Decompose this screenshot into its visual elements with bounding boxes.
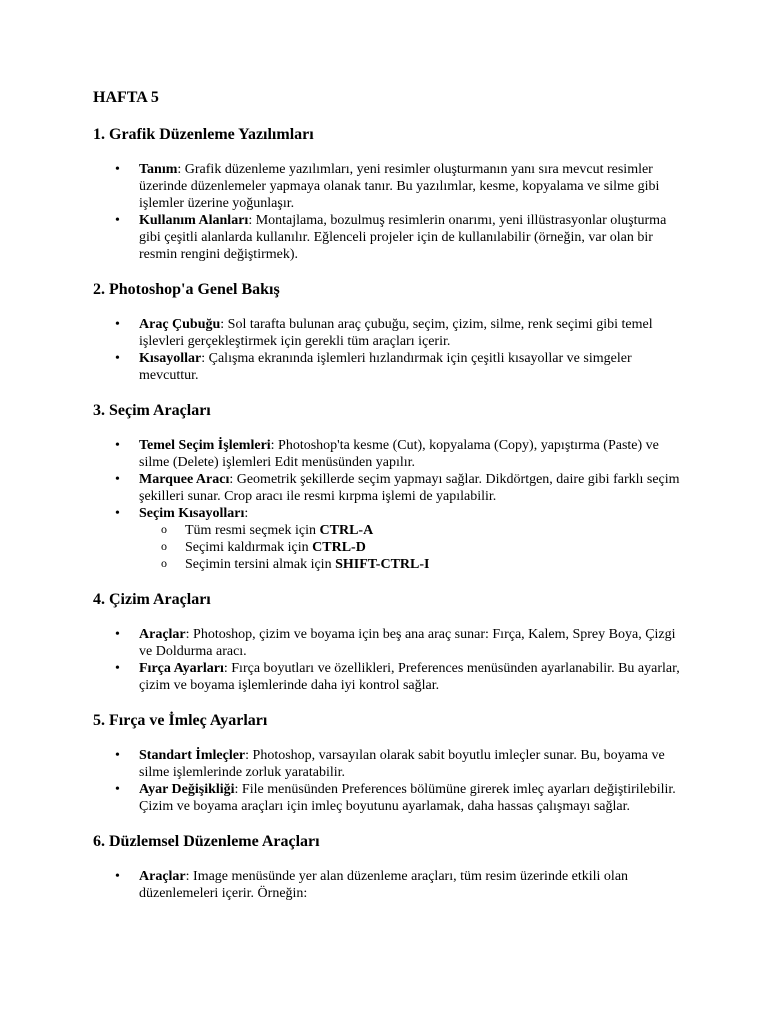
sub-list-item bbox=[185, 556, 683, 573]
item-term: Araç Çubuğu bbox=[139, 317, 221, 332]
section-heading-duzlemsel: 6. Düzlemsel Düzenleme Araçları bbox=[93, 833, 320, 850]
section-heading-secim: 3. Seçim Araçları bbox=[93, 402, 211, 419]
section-list-firca bbox=[93, 747, 683, 815]
section-list-cizim bbox=[93, 626, 683, 694]
item-term: Kısayollar bbox=[139, 351, 202, 366]
list-item bbox=[139, 781, 683, 815]
list-item bbox=[139, 350, 683, 384]
item-term: Araçlar bbox=[139, 869, 186, 884]
section-list-duzlemsel bbox=[93, 868, 683, 902]
section-heading-photoshop: 2. Photoshop'a Genel Bakış bbox=[93, 281, 280, 298]
list-item bbox=[139, 747, 683, 781]
item-term: Fırça Ayarları bbox=[139, 661, 224, 676]
item-term: Ayar Değişikliği bbox=[139, 782, 235, 797]
sub-item-text: Seçimin tersini almak için bbox=[185, 557, 336, 572]
list-item bbox=[139, 868, 683, 902]
item-text: : File menüsünden Preferences bölümüne girerek imleç ayarları değiştirilebilir. Çizim ve boyama araçları için imleç boyutunu ayarlamak, daha hassas çalışmayı sağlar. bbox=[139, 782, 676, 814]
document-page bbox=[93, 88, 683, 919]
item-term: Temel Seçim İşlemleri bbox=[139, 438, 271, 453]
item-term: Marquee Aracı bbox=[139, 472, 230, 487]
list-item bbox=[139, 161, 683, 212]
item-text: : Image menüsünde yer alan düzenleme araçları, tüm resim üzerinde etkili olan düzenlemeleri içerir. Örneğin: bbox=[139, 869, 629, 901]
list-item bbox=[139, 316, 683, 350]
shortcut-key: CTRL-A bbox=[319, 523, 374, 538]
shortcut-sublist bbox=[139, 522, 683, 573]
section-heading-firca: 5. Fırça ve İmleç Ayarları bbox=[93, 712, 268, 729]
section-list-secim bbox=[93, 437, 683, 573]
sub-item-text: Tüm resmi seçmek için bbox=[185, 523, 320, 538]
section-heading-grafik: 1. Grafik Düzenleme Yazılımları bbox=[93, 126, 314, 143]
list-item bbox=[139, 660, 683, 694]
item-text: : Çalışma ekranında işlemleri hızlandırmak için çeşitli kısayollar ve simgeler mevcuttur. bbox=[139, 351, 632, 383]
item-text: : Photoshop, varsayılan olarak sabit boyutlu imleçler sunar. Bu, boyama ve silme işlemlerinde zorluk yaratabilir. bbox=[139, 748, 665, 780]
section-heading-cizim: 4. Çizim Araçları bbox=[93, 591, 211, 608]
shortcut-key: CTRL-D bbox=[312, 540, 366, 555]
section-list-grafik bbox=[93, 161, 683, 263]
item-term: Standart İmleçler bbox=[139, 748, 246, 763]
item-text: : Photoshop, çizim ve boyama için beş ana araç sunar: Fırça, Kalem, Sprey Boya, Çizgi ve Doldurma aracı. bbox=[139, 627, 676, 659]
item-term: Kullanım Alanları bbox=[139, 213, 249, 228]
sub-item-text: Seçimi kaldırmak için bbox=[185, 540, 313, 555]
item-text: : bbox=[244, 506, 249, 521]
list-item bbox=[139, 437, 683, 471]
sub-list-item bbox=[185, 522, 683, 539]
list-item bbox=[139, 212, 683, 263]
section-list-photoshop bbox=[93, 316, 683, 384]
sub-list-item bbox=[185, 539, 683, 556]
list-item bbox=[139, 626, 683, 660]
list-item bbox=[139, 471, 683, 505]
shortcut-key: SHIFT-CTRL-I bbox=[335, 557, 430, 572]
list-item bbox=[139, 505, 683, 573]
item-term: Tanım bbox=[139, 162, 178, 177]
item-text: : Grafik düzenleme yazılımları, yeni resimler oluşturmanın yanı sıra mevcut resimler üzerinde düzenlemeler yapmaya olanak tanır. Bu yazılımlar, kesme, kopyalama ve silme gibi işlemler üzerine yoğunlaşır. bbox=[139, 162, 660, 211]
item-text: : Photoshop'ta kesme (Cut), kopyalama (Copy), yapıştırma (Paste) ve silme (Delete) işlemleri Edit menüsünden yapılır. bbox=[139, 438, 659, 470]
item-text: : Geometrik şekillerde seçim yapmayı sağlar. Dikdörtgen, daire gibi farklı seçim şekilleri sunar. Crop aracı ile resmi kırpma işlemi de yapılabilir. bbox=[139, 472, 680, 504]
document-title: HAFTA 5 bbox=[93, 89, 159, 106]
item-term: Araçlar bbox=[139, 627, 186, 642]
item-text: : Montajlama, bozulmuş resimlerin onarımı, yeni illüstrasyonlar oluşturma gibi çeşitli alanlarda kullanılır. Eğlenceli projeler için de kullanılabilir (örneğin, var olan bir resmin rengini değiştirmek). bbox=[139, 213, 667, 262]
item-text: : Fırça boyutları ve özellikleri, Preferences menüsünden ayarlanabilir. Bu ayarlar, çizim ve boyama işlemlerinde daha iyi kontrol sağlar. bbox=[139, 661, 680, 693]
item-term: Seçim Kısayolları bbox=[139, 506, 245, 521]
item-text: : Sol tarafta bulunan araç çubuğu, seçim, çizim, silme, renk seçimi gibi temel işlevleri gerçekleştirmek için gerekli tüm araçları içerir. bbox=[139, 317, 653, 349]
